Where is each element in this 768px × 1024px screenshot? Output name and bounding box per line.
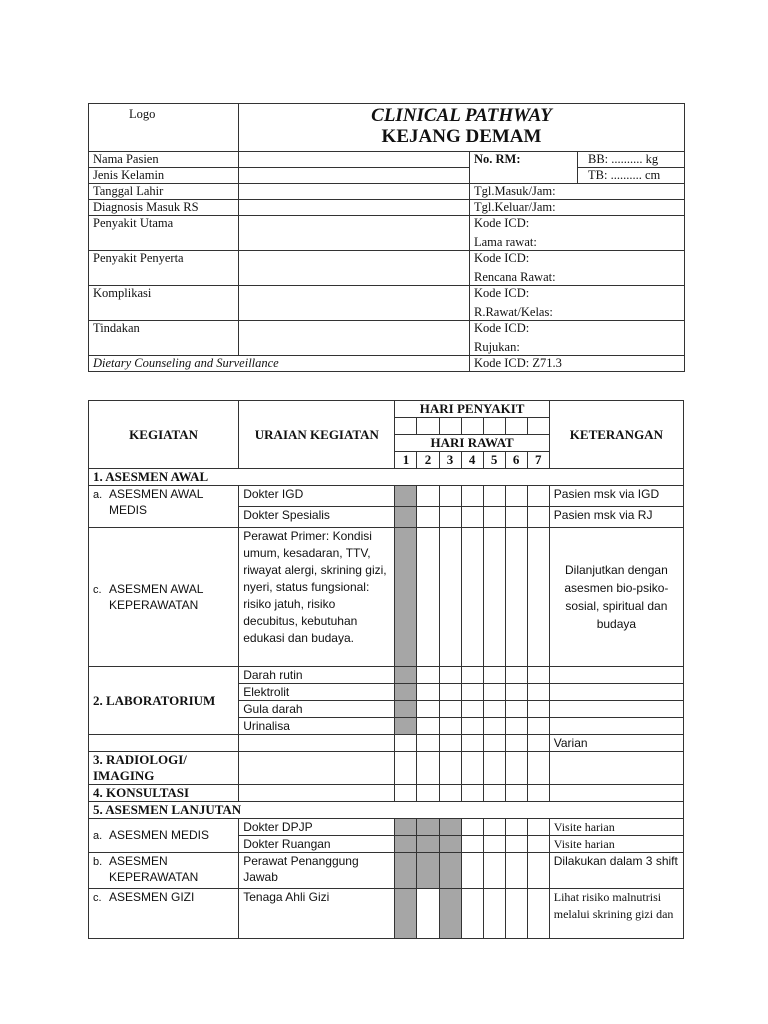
day-cell[interactable] <box>461 667 483 684</box>
day-number: 2 <box>417 452 439 469</box>
day-cell[interactable] <box>527 667 549 684</box>
uraian-dokter-dpjp: Dokter DPJP <box>239 819 395 836</box>
col-header-hari-rawat: HARI RAWAT <box>395 435 549 452</box>
col-header-keterangan: KETERANGAN <box>549 401 683 469</box>
day-cell[interactable] <box>505 889 527 939</box>
day-cell[interactable] <box>461 735 483 752</box>
day-cell[interactable] <box>417 667 439 684</box>
day-cell[interactable] <box>527 684 549 701</box>
ket-perawat-primer: Dilanjutkan dengan asesmen bio-psiko-sosial, spiritual dan budaya <box>549 528 683 667</box>
ket-cell <box>549 684 683 701</box>
day-cell[interactable] <box>395 785 417 802</box>
day-cell-shaded[interactable] <box>417 836 439 853</box>
day-cell-shaded[interactable] <box>439 889 461 939</box>
day-cell[interactable] <box>461 486 483 507</box>
ket-cell <box>549 701 683 718</box>
sub-label: ASESMEN GIZI <box>109 890 195 904</box>
day-cell[interactable] <box>483 752 505 785</box>
uraian-cell <box>239 752 395 785</box>
uraian-perawat-penanggung-jawab: Perawat Penanggung Jawab <box>239 853 395 889</box>
sub-label: ASESMEN AWAL KEPERAWATAN <box>109 582 204 612</box>
label-dietary-counseling: Dietary Counseling and Surveillance <box>89 356 470 372</box>
day-cell[interactable] <box>439 701 461 718</box>
day-cell[interactable] <box>505 486 527 507</box>
day-cell-shaded[interactable] <box>395 819 417 836</box>
day-cell[interactable] <box>527 507 549 528</box>
day-cell[interactable] <box>483 667 505 684</box>
day-cell-shaded[interactable] <box>395 889 417 939</box>
uraian-dokter-spesialis: Dokter Spesialis <box>239 507 395 528</box>
day-cell[interactable] <box>439 735 461 752</box>
cell-kode-icd-tindakan <box>470 321 685 356</box>
day-number: 3 <box>439 452 461 469</box>
day-cell[interactable] <box>527 752 549 785</box>
sub-asesmen-awal-keperawatan <box>89 528 239 667</box>
day-cell[interactable] <box>505 735 527 752</box>
logo-placeholder <box>89 104 239 152</box>
hari-penyakit-cell[interactable] <box>483 418 505 435</box>
day-cell[interactable] <box>527 486 549 507</box>
day-cell[interactable] <box>505 684 527 701</box>
day-cell[interactable] <box>417 889 439 939</box>
title-line-2: KEJANG DEMAM <box>381 126 542 147</box>
lab-item: Urinalisa <box>239 718 395 735</box>
hari-penyakit-cell[interactable] <box>505 418 527 435</box>
ket-dokter-spesialis: Pasien msk via RJ <box>549 507 683 528</box>
field-nama-pasien[interactable] <box>239 152 470 168</box>
day-cell[interactable] <box>505 853 527 889</box>
ket-dokter-ruangan: Visite harian <box>549 836 683 853</box>
day-number: 4 <box>461 452 483 469</box>
cell-kode-icd-komplikasi <box>470 286 685 321</box>
label-no-rm: No. RM: <box>470 152 578 184</box>
uraian-dokter-ruangan: Dokter Ruangan <box>239 836 395 853</box>
day-number: 5 <box>483 452 505 469</box>
day-cell[interactable] <box>417 785 439 802</box>
label-diagnosis-masuk: Diagnosis Masuk RS <box>89 200 239 216</box>
day-cell[interactable] <box>461 853 483 889</box>
section-asesmen-awal: 1. ASESMEN AWAL <box>89 469 684 486</box>
day-cell[interactable] <box>483 701 505 718</box>
day-cell[interactable] <box>505 528 527 667</box>
label-kode-icd: Kode ICD: <box>474 216 530 230</box>
label-lama-rawat: Lama rawat: <box>474 235 537 249</box>
ket-dokter-dpjp: Visite harian <box>549 819 683 836</box>
hari-penyakit-cell[interactable] <box>417 418 439 435</box>
day-cell[interactable] <box>461 684 483 701</box>
day-cell[interactable] <box>505 701 527 718</box>
patient-info-table <box>88 103 685 372</box>
day-cell-shaded[interactable] <box>395 836 417 853</box>
day-cell-shaded[interactable] <box>395 853 417 889</box>
uraian-cell <box>239 735 395 752</box>
sub-asesmen-awal-medis <box>89 486 239 528</box>
day-cell[interactable] <box>527 528 549 667</box>
field-diagnosis-masuk[interactable] <box>239 200 470 216</box>
sub-label: ASESMEN AWAL MEDIS <box>109 487 204 517</box>
day-cell-shaded[interactable] <box>439 853 461 889</box>
label-tanggal-lahir: Tanggal Lahir <box>89 184 239 200</box>
day-cell[interactable] <box>461 718 483 735</box>
day-cell[interactable] <box>417 528 439 667</box>
day-cell[interactable] <box>395 735 417 752</box>
sub-label: ASESMEN MEDIS <box>109 828 210 842</box>
uraian-tenaga-ahli-gizi: Tenaga Ahli Gizi <box>239 889 395 939</box>
label-tindakan: Tindakan <box>89 321 239 356</box>
day-cell-shaded[interactable] <box>395 684 417 701</box>
label-komplikasi: Komplikasi <box>89 286 239 321</box>
day-cell[interactable] <box>505 718 527 735</box>
day-number: 7 <box>527 452 549 469</box>
label-kode-icd: Kode ICD: <box>474 286 530 300</box>
day-cell[interactable] <box>527 701 549 718</box>
day-cell[interactable] <box>527 735 549 752</box>
label-kode-icd-dietary: Kode ICD: Z71.3 <box>470 356 685 372</box>
day-cell[interactable] <box>461 701 483 718</box>
day-cell[interactable] <box>461 752 483 785</box>
day-cell[interactable] <box>439 718 461 735</box>
day-cell[interactable] <box>483 785 505 802</box>
field-penyakit-penyerta[interactable] <box>239 251 470 286</box>
cell-kode-icd-utama <box>470 216 685 251</box>
day-cell[interactable] <box>417 684 439 701</box>
day-cell-shaded[interactable] <box>417 819 439 836</box>
field-tb[interactable]: TB: .......... cm <box>578 168 685 184</box>
field-penyakit-utama[interactable] <box>239 216 470 251</box>
label-tgl-keluar: Tgl.Keluar/Jam: <box>470 200 685 216</box>
label-penyakit-utama: Penyakit Utama <box>89 216 239 251</box>
day-cell[interactable] <box>483 836 505 853</box>
label-kode-icd: Kode ICD: <box>474 251 530 265</box>
day-cell[interactable] <box>527 836 549 853</box>
day-cell[interactable] <box>483 486 505 507</box>
day-cell[interactable] <box>527 785 549 802</box>
label-jenis-kelamin: Jenis Kelamin <box>89 168 239 184</box>
sub-letter: b. <box>93 856 103 868</box>
section-konsultasi: 4. KONSULTASI <box>89 785 239 802</box>
day-cell[interactable] <box>439 528 461 667</box>
day-cell[interactable] <box>527 889 549 939</box>
hari-penyakit-cell[interactable] <box>439 418 461 435</box>
sub-asesmen-keperawatan <box>89 853 239 889</box>
label-kode-icd: Kode ICD: <box>474 321 530 335</box>
day-cell-shaded[interactable] <box>395 507 417 528</box>
day-cell[interactable] <box>483 853 505 889</box>
ket-cell <box>549 718 683 735</box>
day-cell[interactable] <box>483 735 505 752</box>
ket-cell <box>549 667 683 684</box>
uraian-dokter-igd: Dokter IGD <box>239 486 395 507</box>
ket-varian: Varian <box>549 735 683 752</box>
ket-perawat-penanggung-jawab: Dilakukan dalam 3 shift <box>549 853 683 889</box>
day-cell-shaded[interactable] <box>395 718 417 735</box>
day-cell[interactable] <box>439 684 461 701</box>
day-cell[interactable] <box>439 785 461 802</box>
day-cell[interactable] <box>483 819 505 836</box>
field-bb[interactable]: BB: .......... kg <box>578 152 685 168</box>
day-cell[interactable] <box>417 718 439 735</box>
day-cell[interactable] <box>461 528 483 667</box>
lab-item: Gula darah <box>239 701 395 718</box>
col-header-kegiatan: KEGIATAN <box>89 401 239 469</box>
cell-kode-icd-penyerta <box>470 251 685 286</box>
sub-letter: a. <box>93 489 103 501</box>
day-cell-shaded[interactable] <box>395 528 417 667</box>
day-cell[interactable] <box>461 836 483 853</box>
day-cell[interactable] <box>461 507 483 528</box>
day-cell[interactable] <box>527 853 549 889</box>
day-cell-shaded[interactable] <box>439 819 461 836</box>
label-penyakit-penyerta: Penyakit Penyerta <box>89 251 239 286</box>
day-cell[interactable] <box>417 701 439 718</box>
day-cell[interactable] <box>395 752 417 785</box>
uraian-cell <box>239 785 395 802</box>
document-title <box>239 104 685 152</box>
sub-asesmen-gizi <box>89 889 239 939</box>
day-cell[interactable] <box>505 507 527 528</box>
hari-penyakit-cell[interactable] <box>461 418 483 435</box>
day-cell[interactable] <box>527 718 549 735</box>
day-cell-shaded[interactable] <box>395 701 417 718</box>
field-tindakan[interactable] <box>239 321 470 356</box>
hari-penyakit-cell[interactable] <box>527 418 549 435</box>
day-cell-shaded[interactable] <box>439 836 461 853</box>
day-number: 1 <box>395 452 417 469</box>
lab-item: Darah rutin <box>239 667 395 684</box>
day-cell[interactable] <box>461 889 483 939</box>
day-cell[interactable] <box>439 486 461 507</box>
col-header-uraian: URAIAN KEGIATAN <box>239 401 395 469</box>
day-cell[interactable] <box>483 528 505 667</box>
day-cell[interactable] <box>417 486 439 507</box>
day-cell[interactable] <box>439 667 461 684</box>
field-komplikasi[interactable] <box>239 286 470 321</box>
sub-letter: c. <box>93 892 102 904</box>
day-number: 6 <box>505 452 527 469</box>
ket-cell <box>549 785 683 802</box>
day-cell[interactable] <box>483 684 505 701</box>
activity-table <box>88 400 684 939</box>
label-rencana-rawat: Rencana Rawat: <box>474 270 556 284</box>
day-cell[interactable] <box>505 667 527 684</box>
day-cell[interactable] <box>439 752 461 785</box>
day-cell[interactable] <box>417 507 439 528</box>
kegiatan-cell <box>89 735 239 752</box>
field-jenis-kelamin[interactable] <box>239 168 470 184</box>
day-cell[interactable] <box>505 836 527 853</box>
field-tanggal-lahir[interactable] <box>239 184 470 200</box>
day-cell[interactable] <box>483 889 505 939</box>
sub-asesmen-medis <box>89 819 239 853</box>
day-cell[interactable] <box>417 752 439 785</box>
day-cell[interactable] <box>483 507 505 528</box>
day-cell-shaded[interactable] <box>395 486 417 507</box>
day-cell[interactable] <box>505 785 527 802</box>
title-line-1: CLINICAL PATHWAY <box>371 105 552 126</box>
sub-letter: a. <box>93 830 103 842</box>
sub-label: ASESMEN KEPERAWATAN <box>109 854 199 884</box>
ket-cell <box>549 752 683 785</box>
section-laboratorium: 2. LABORATORIUM <box>89 667 239 735</box>
day-cell[interactable] <box>527 819 549 836</box>
day-cell[interactable] <box>461 819 483 836</box>
day-cell[interactable] <box>439 507 461 528</box>
day-cell[interactable] <box>417 735 439 752</box>
day-cell[interactable] <box>483 718 505 735</box>
day-cell-shaded[interactable] <box>417 853 439 889</box>
hari-penyakit-cell[interactable] <box>395 418 417 435</box>
day-cell[interactable] <box>461 785 483 802</box>
day-cell[interactable] <box>505 752 527 785</box>
label-nama-pasien: Nama Pasien <box>89 152 239 168</box>
ket-tenaga-ahli-gizi: Lihat risiko malnutrisi melalui skrining gizi dan <box>549 889 683 939</box>
ket-dokter-igd: Pasien msk via IGD <box>549 486 683 507</box>
label-tgl-masuk: Tgl.Masuk/Jam: <box>470 184 685 200</box>
section-radiologi: 3. RADIOLOGI/ IMAGING <box>89 752 239 785</box>
label-rujukan: Rujukan: <box>474 340 520 354</box>
uraian-perawat-primer: Perawat Primer: Kondisi umum, kesadaran, TTV, riwayat alergi, skrining gizi, nyeri, status fungsional: risiko jatuh, risiko decubitus, kebutuhan edukasi dan budaya. <box>239 528 395 667</box>
logo-text: Logo <box>129 107 156 121</box>
day-cell-shaded[interactable] <box>395 667 417 684</box>
col-header-hari-penyakit: HARI PENYAKIT <box>395 401 549 418</box>
label-r-rawat-kelas: R.Rawat/Kelas: <box>474 305 553 319</box>
lab-item: Elektrolit <box>239 684 395 701</box>
sub-letter: c. <box>93 584 102 596</box>
day-cell[interactable] <box>505 819 527 836</box>
section-asesmen-lanjutan: 5. ASESMEN LANJUTAN <box>89 802 684 819</box>
